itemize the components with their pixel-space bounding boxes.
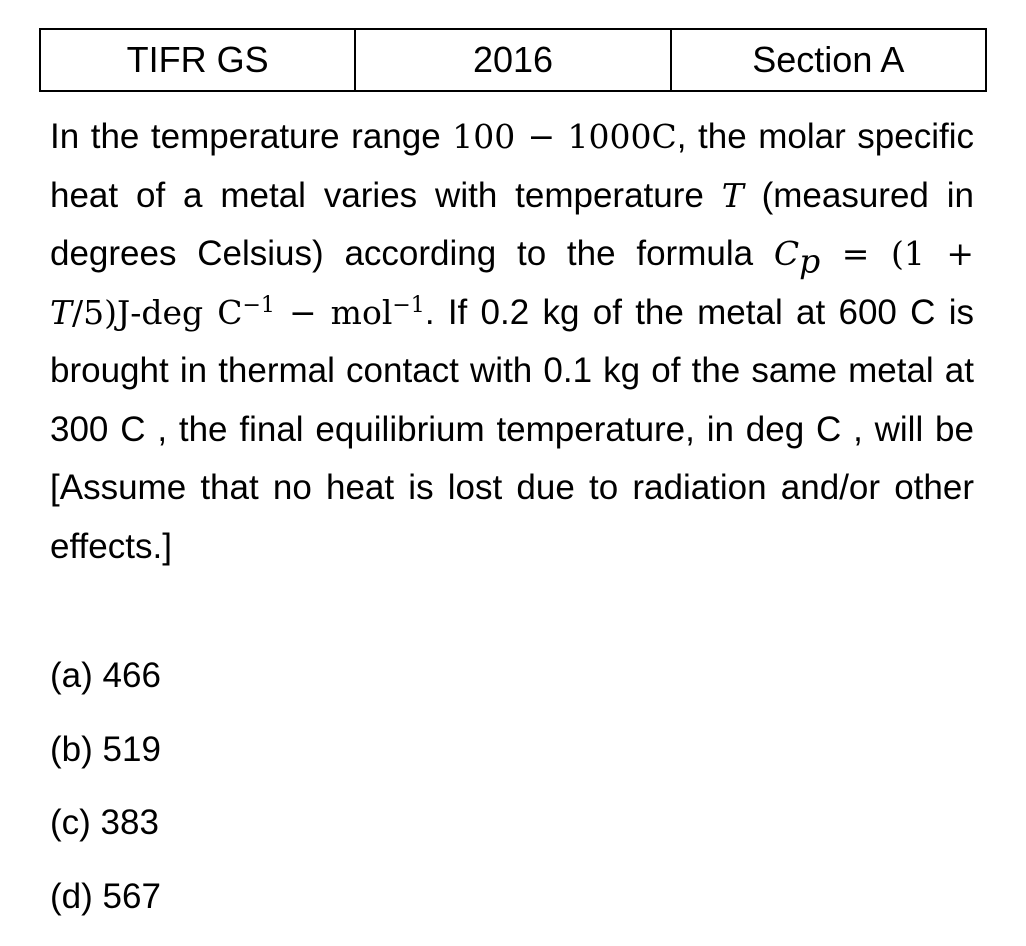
- question-part-1: In the temperature range: [50, 117, 452, 156]
- option-c[interactable]: [50, 799, 161, 873]
- formula-subscript: p: [799, 242, 820, 281]
- formula-t: T: [50, 293, 72, 332]
- option-label: (c): [50, 803, 91, 842]
- question-text: [50, 108, 974, 576]
- option-value: 466: [103, 656, 161, 695]
- header-year: 2016: [355, 29, 670, 91]
- option-value: 519: [103, 730, 161, 769]
- question-part-3: (measured in degrees Celsius) according to the formula: [50, 176, 974, 274]
- formula-exponent-2: −1: [392, 293, 424, 318]
- formula-c: C: [774, 234, 799, 273]
- question-part-2: , the molar specific heat of a metal varies with temperature: [50, 117, 974, 215]
- header-exam: TIFR GS: [40, 29, 355, 91]
- header-table: [39, 28, 987, 92]
- header-row: [40, 29, 986, 91]
- option-a[interactable]: [50, 652, 161, 726]
- answer-options: [50, 652, 161, 946]
- header-section: Section A: [671, 29, 986, 91]
- formula-exponent-1: −1: [242, 293, 274, 318]
- question-part-4: . If 0.2 kg of the metal at 600 C is brought in thermal contact with 0.1 kg of the same metal at 300 C , the final equilibrium temperature, in deg C , will be [Assume that no heat is lost due to radiation and/or other effects.]: [50, 293, 974, 566]
- option-label: (a): [50, 656, 93, 695]
- formula-rest: /5)J-deg C: [72, 293, 242, 332]
- option-value: 383: [101, 803, 159, 842]
- option-b[interactable]: [50, 726, 161, 800]
- temperature-range-expression: 100 − 1000C: [452, 117, 677, 156]
- option-d[interactable]: [50, 873, 161, 946]
- option-label: (b): [50, 730, 93, 769]
- variable-t: T: [722, 176, 744, 215]
- option-value: 567: [103, 877, 161, 916]
- formula-equals: = (1 +: [820, 234, 974, 273]
- option-label: (d): [50, 877, 93, 916]
- formula-mol: − mol: [275, 293, 392, 332]
